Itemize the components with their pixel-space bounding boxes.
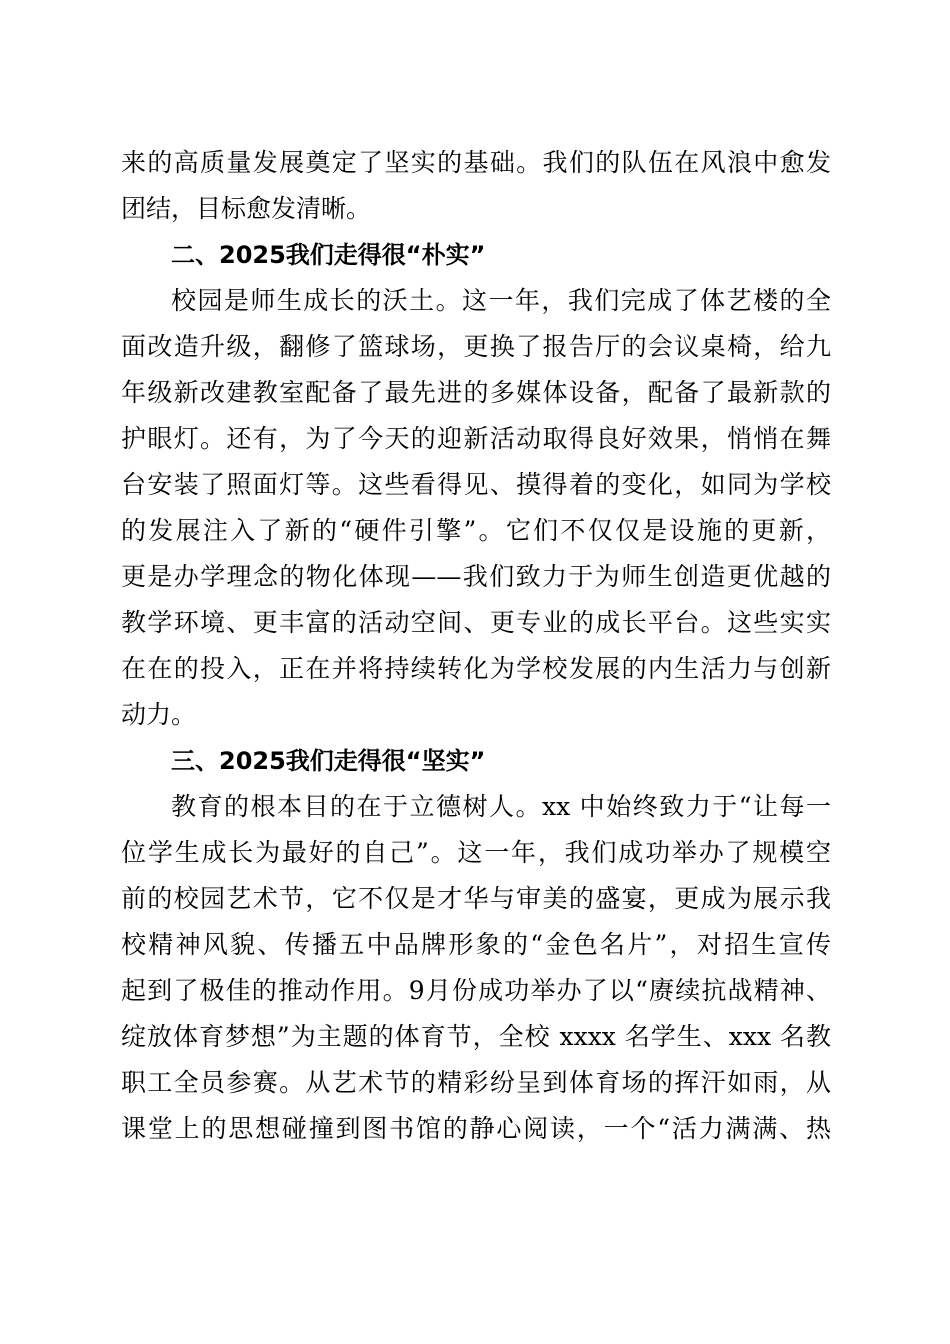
body-text-line: 的发展注入了新的“硬件引擎”。它们不仅仅是设施的更新，	[121, 516, 831, 545]
body-text-line: 年级新改建教室配备了最先进的多媒体设备，配备了最新款的	[121, 378, 831, 407]
body-text-line: 更是办学理念的物化体现——我们致力于为师生创造更优越的	[121, 562, 831, 591]
section-heading-3: 三、2025我们走得很“坚实”	[171, 747, 486, 775]
body-text-line: 台安装了照面灯等。这些看得见、摸得着的变化，如同为学校	[121, 470, 831, 499]
body-text-line: 在在的投入，正在并将持续转化为学校发展的内生活力与创新	[121, 654, 831, 683]
body-text-line: 绽放体育梦想”为主题的体育节，全校 xxxx 名学生、xxx 名教	[121, 1022, 831, 1051]
body-text-line: 位学生成长为最好的自己”。这一年，我们成功举办了规模空	[121, 838, 831, 867]
body-text-line: 起到了极佳的推动作用。9月份成功举办了以“赓续抗战精神、	[121, 976, 831, 1005]
body-text-line: 面改造升级，翻修了篮球场，更换了报告厅的会议桌椅，给九	[121, 332, 831, 361]
body-text-line: 课堂上的思想碰撞到图书馆的静心阅读，一个“活力满满、热	[121, 1114, 831, 1143]
section-heading-2: 二、2025我们走得很“朴实”	[171, 241, 486, 269]
body-text-line: 校园是师生成长的沃土。这一年，我们完成了体艺楼的全	[171, 286, 831, 315]
body-text-line: 职工全员参赛。从艺术节的精彩纷呈到体育场的挥汗如雨，从	[121, 1068, 831, 1097]
body-text-line: 教育的根本目的在于立德树人。xx 中始终致力于“让每一	[171, 792, 831, 821]
body-text-line: 护眼灯。还有，为了今天的迎新活动取得良好效果，悄悄在舞	[121, 424, 831, 453]
body-text-line: 校精神风貌、传播五中品牌形象的“金色名片”，对招生宣传	[121, 930, 831, 959]
body-text-line: 前的校园艺术节，它不仅是才华与审美的盛宴，更成为展示我	[121, 884, 831, 913]
body-text-line: 教学环境、更丰富的活动空间、更专业的成长平台。这些实实	[121, 608, 831, 637]
body-text-line: 动力。	[121, 700, 197, 729]
body-text-line: 来的高质量发展奠定了坚实的基础。我们的队伍在风浪中愈发	[121, 148, 831, 177]
body-text-line: 团结，目标愈发清晰。	[121, 194, 372, 223]
